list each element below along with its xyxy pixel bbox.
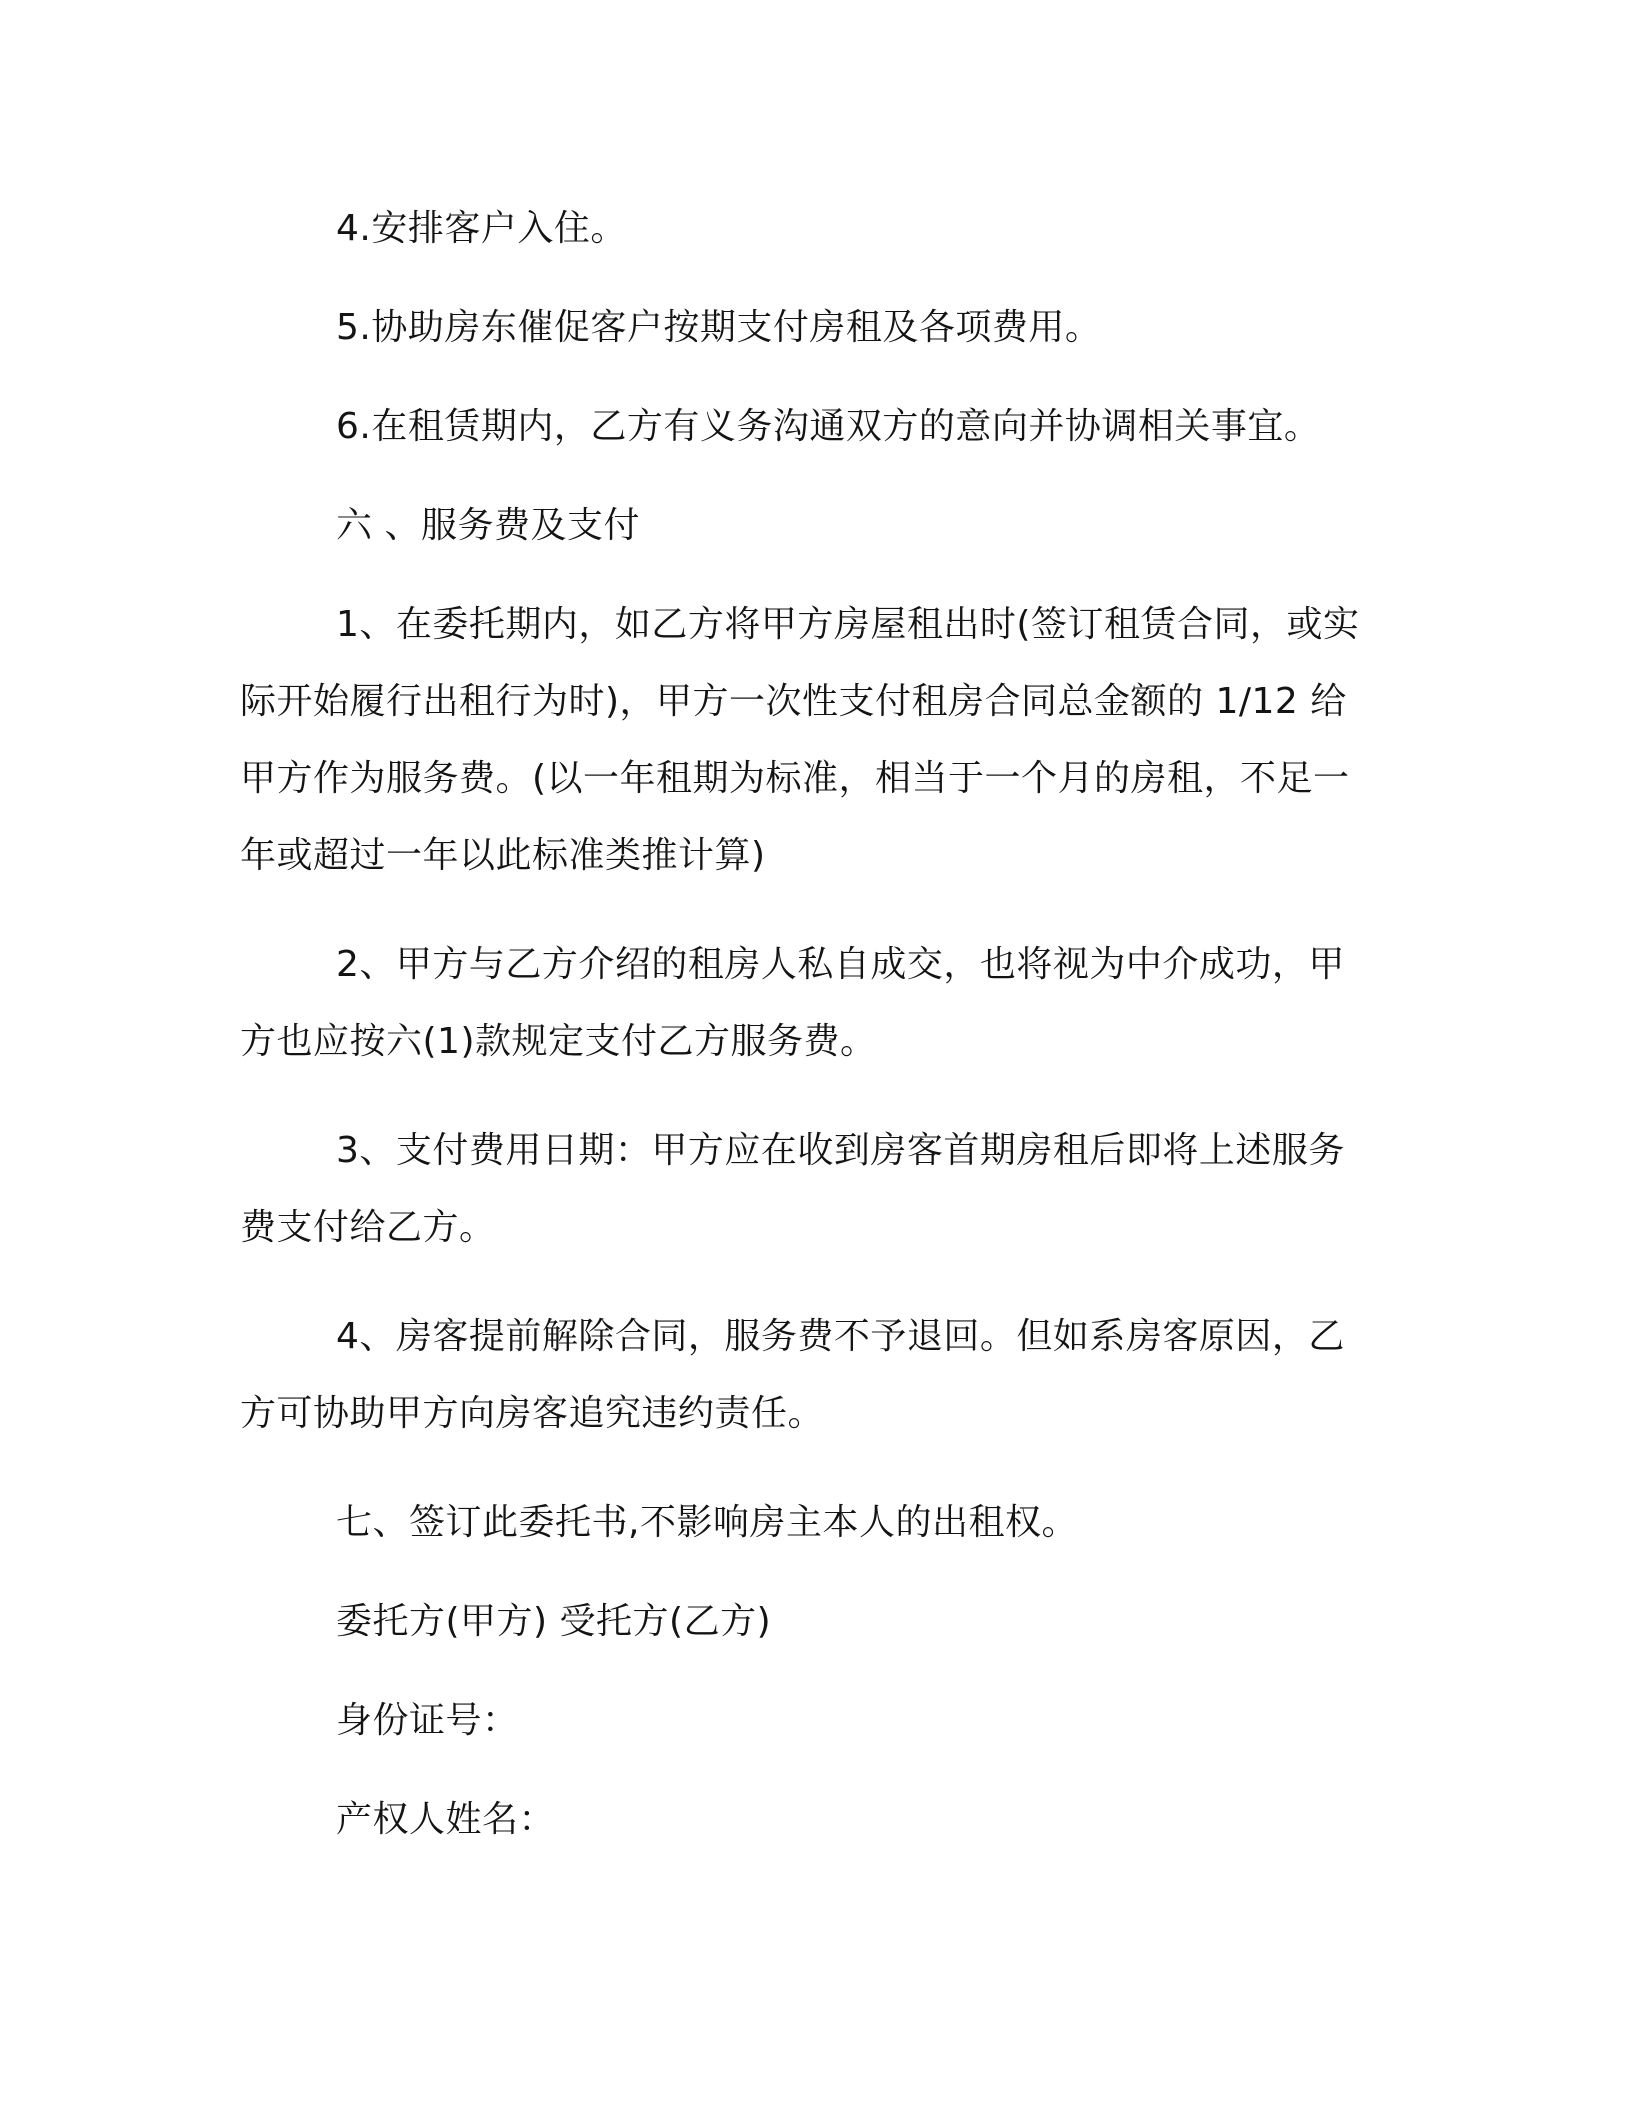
section-heading-rental-right: 七、签订此委托书,不影响房主本人的出租权。 (336, 1502, 1078, 1543)
clause-6-item-3: 3、支付费用日期：甲方应在收到房客首期房租后即将上述服务费支付给乙方。 (240, 1130, 1345, 1248)
clause-6-item-4: 4、房客提前解除合同，服务费不予退回。但如系房客原因，乙方可协助甲方向房客追究违约责任。 (240, 1316, 1345, 1434)
document-body (240, 190, 1375, 1880)
clause-5-item-5: 5.协助房东催促客户按期支付房租及各项费用。 (336, 307, 1102, 348)
signature-parties: 委托方(甲方) 受托方(乙方) (336, 1601, 772, 1642)
id-number-field: 身份证号： (336, 1700, 519, 1741)
clause-6-item-2: 2、甲方与乙方介绍的租房人私自成交，也将视为中介成功，甲方也应按六(1)款规定支付乙方服务费。 (240, 944, 1345, 1062)
owner-name-field: 产权人姓名： (336, 1799, 556, 1840)
section-heading-service-fee: 六 、服务费及支付 (336, 505, 640, 546)
clause-6-item-1: 1、在委托期内，如乙方将甲方房屋租出时(签订租赁合同，或实际开始履行出租行为时)，甲方一次性支付租房合同总金额的 1/12 给甲方作为服务费。(以一年租期为标准，相当于一个月的房租，不足一年或超过一年以此标准类推计算) (240, 604, 1360, 876)
clause-5-item-4: 4.安排客户入住。 (336, 208, 627, 249)
clause-5-item-6: 6.在租赁期内，乙方有义务沟通双方的意向并协调相关事宜。 (336, 406, 1321, 447)
